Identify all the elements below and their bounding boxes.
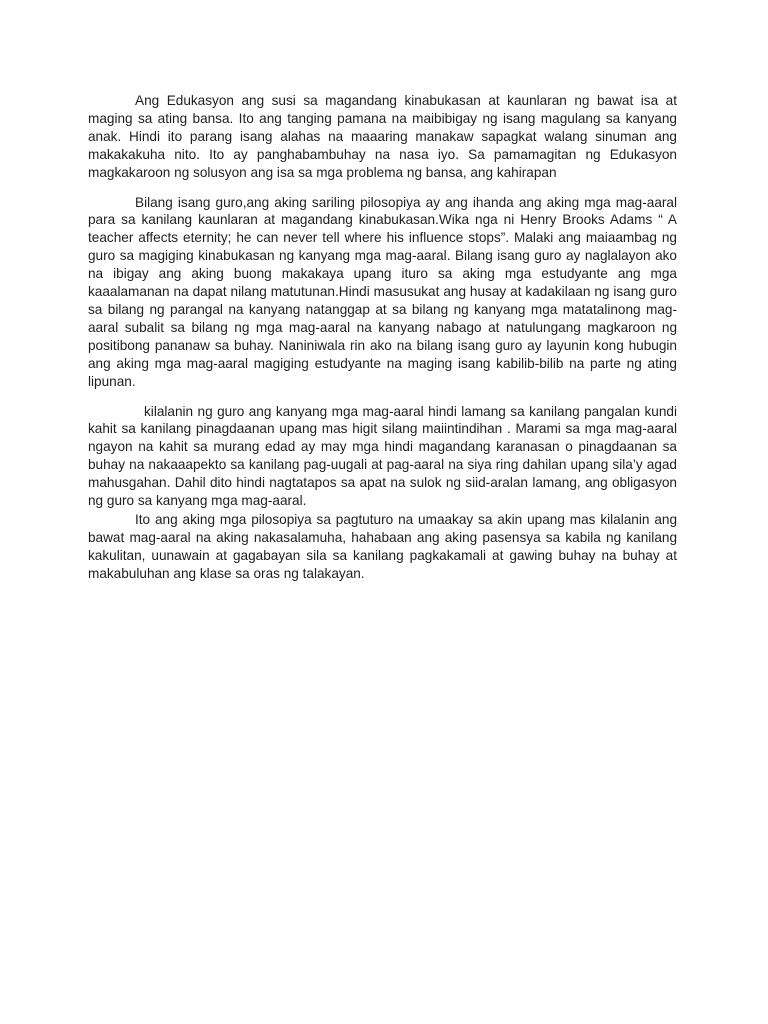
document-body (88, 92, 677, 595)
paragraph-conclusion: Ito ang aking mga pilosopiya sa pagtuturo na umaakay sa akin upang mas kilalanin ang bawat mag-aaral na aking nakasalamuha, hahabaan ang aking pasensya sa kabila ng kanilang kakulitan, uunawain at gagabayan sila sa kanilang pagkakamali at gawing buhay na buhay at makabuluhan ang klase sa oras ng talakayan. (88, 511, 677, 581)
paragraph-education: Ang Edukasyon ang susi sa magandang kinabukasan at kaunlaran ng bawat isa at maging sa ating bansa. Ito ang tanging pamana na maibibigay ng isang magulang sa kanyang anak. Hindi ito parang isang alahas na maaaring manakaw sapagkat walang sinuman ang makakakuha nito. Ito ay panghabambuhay na nasa iyo. Sa pamamagitan ng Edukasyon magkakaroon ng solusyon ang isa sa mga problema ng bansa, ang kahirapan (88, 93, 677, 180)
paragraph-know-students: kilalanin ng guro ang kanyang mga mag-aaral hindi lamang sa kanilang pangalan kundi kahit sa kanilang pinagdaanan upang mas higit silang maiintindihan . Marami sa mga mag-aaral ngayon na kahit sa murang edad ay may mga hindi magandang karanasan o pinagdaanan sa buhay na nakaaapekto sa kanilang pag-uugali at pag-aaral na siya ring dahilan upang sila’y agad mahusgahan. Dahil dito hindi nagtatapos sa apat na sulok ng siid-aralan lamang, ang obligasyon ng guro sa kanyang mga mag-aaral. (88, 403, 677, 509)
paragraph-teacher-philosophy: Bilang isang guro,ang aking sariling pilosopiya ay ang ihanda ang aking mga mag-aaral para sa kanilang kaunlaran at magandang kinabukasan.Wika nga ni Henry Brooks Adams “ A teacher affects eternity; he can never tell where his influence stops”. Malaki ang maiaambag ng guro sa magiging kinabukasan ng kanyang mga mag-aaral. Bilang isang guro ay naglalayon ako na ibigay ang aking buong makakaya upang ituro sa aking mga estudyante ang mga kaaalamanan na dapat nilang matutunan.Hindi masusukat ang husay at kadakilaan ng isang guro sa bilang ng parangal na kanyang natanggap at sa bilang ng kanyang mga matatalinong mag-aaral subalit sa bilang ng mga mag-aaral na kanyang nabago at natulungang magkaroon ng positibong pananaw sa buhay. Naniniwala rin ako na bilang isang guro ay layunin kong hubugin ang aking mga mag-aaral magiging estudyante na maging isang kabilib-bilib na parte ng ating lipunan. (88, 194, 677, 389)
